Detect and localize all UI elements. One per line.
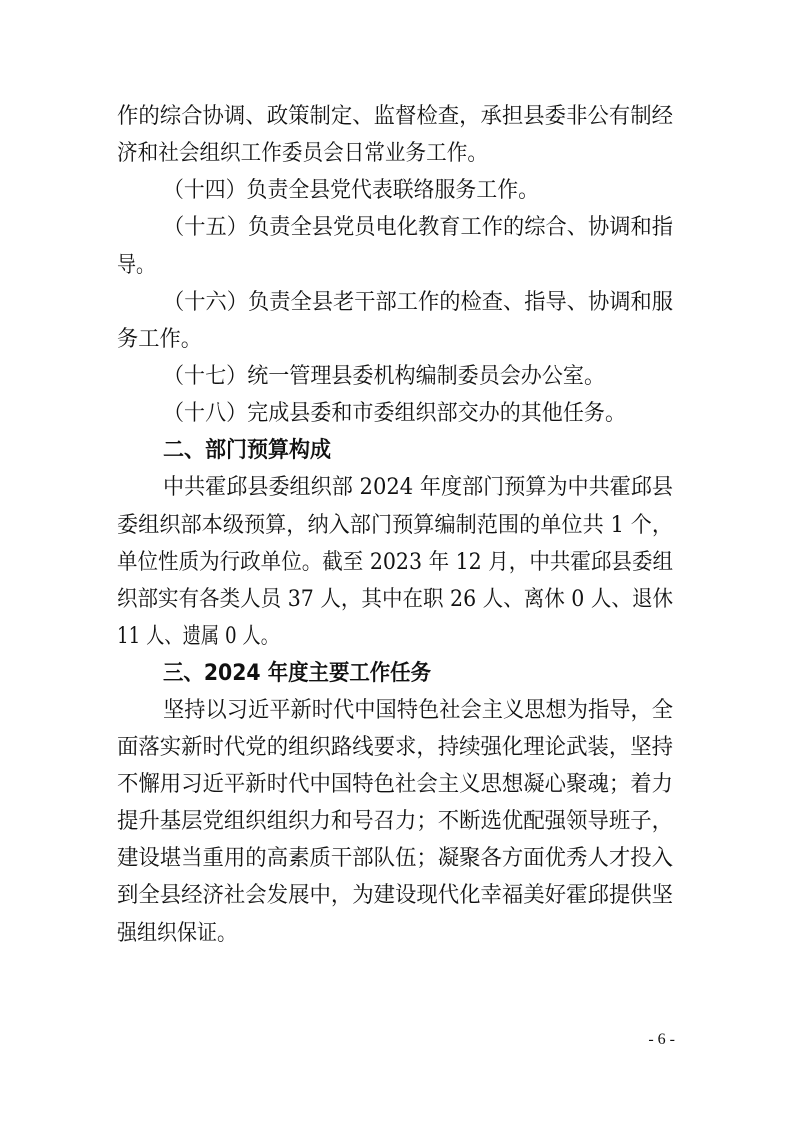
text-line-12: 委组织部本级预算，纳入部门预算编制范围的单位共 1 个， [117,513,673,538]
text-line-3: （十四）负责全县党代表联络服务工作。 [163,178,539,203]
text-line-5: 导。 [117,253,155,278]
text-line-15: 11 人、遗属 0 人。 [117,624,279,649]
text-line-17: 坚持以习近平新时代中国特色社会主义思想为指导，全 [163,698,673,723]
text-line-21: 建设堪当重用的高素质干部队伍；凝聚各方面优秀人才投入 [117,846,673,871]
text-line-6: （十六）负责全县老干部工作的检查、指导、协调和服 [163,290,673,315]
text-line-7: 务工作。 [117,327,202,352]
section-heading-main-tasks: 三、2024 年度主要工作任务 [163,661,431,686]
text-line-11: 中共霍邱县委组织部 2024 年度部门预算为中共霍邱县 [163,475,673,500]
page-number: - 6 - [648,1031,675,1048]
section-heading-budget-structure: 二、部门预算构成 [163,438,331,463]
text-line-1: 作的综合协调、政策制定、监督检查，承担县委非公有制经 [117,104,673,129]
text-line-14: 织部实有各类人员 37 人，其中在职 26 人、离休 0 人、退休 [117,587,673,612]
text-line-19: 不懈用习近平新时代中国特色社会主义思想凝心聚魂；着力 [117,772,673,797]
text-line-18: 面落实新时代党的组织路线要求，持续强化理论武装，坚持 [117,735,673,760]
text-line-4: （十五）负责全县党员电化教育工作的综合、协调和指 [163,215,673,240]
text-line-23: 强组织保证。 [117,921,237,946]
text-line-8: （十七）统一管理县委机构编制委员会办公室。 [163,364,605,389]
text-line-2: 济和社会组织工作委员会日常业务工作。 [117,141,488,166]
text-line-13: 单位性质为行政单位。截至 2023 年 12 月，中共霍邱县委组 [117,550,673,575]
text-line-22: 到全县经济社会发展中，为建设现代化幸福美好霍邱提供坚 [117,883,673,908]
text-line-20: 提升基层党组织组织力和号召力；不断选优配强领导班子， [117,809,673,834]
text-line-9: （十八）完成县委和市委组织部交办的其他任务。 [163,401,626,426]
